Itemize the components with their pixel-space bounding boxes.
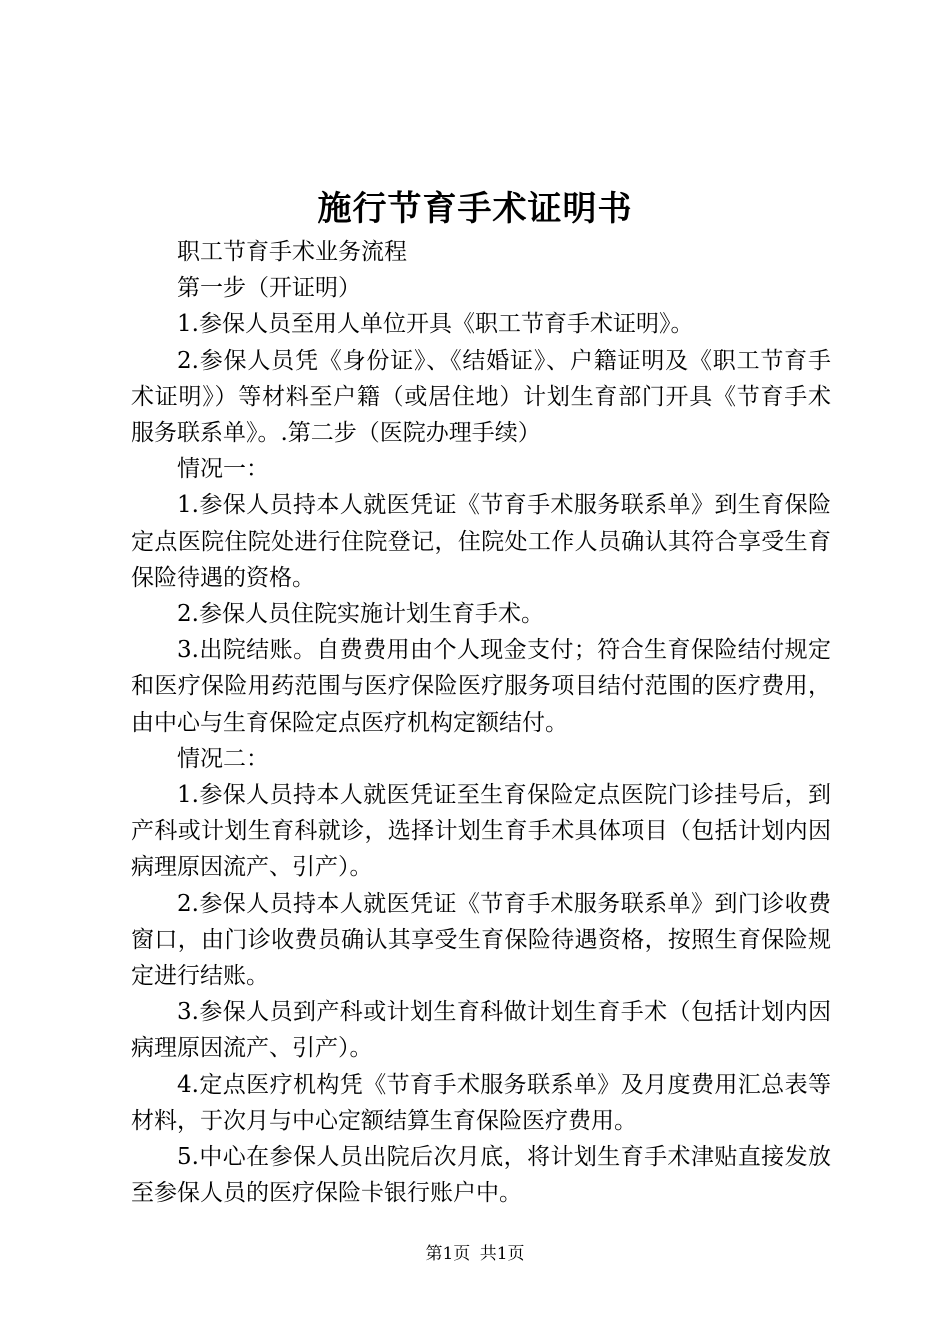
paragraph: 2.参保人员住院实施计划生育手术。 <box>177 601 544 628</box>
paragraph: 2.参保人员凭《身份证》、《结婚证》、户籍证明及《职工节育手术证明》）等材料至户籍（或居住地）计划生育部门开具《节育手术服务联系单》。.第二步（医院办理手续） <box>131 347 831 447</box>
paragraph: 1.参保人员持本人就医凭证至生育保险定点医院门诊挂号后，到产科或计划生育科就诊，选择计划生育手术具体项目（包括计划内因病理原因流产、引产）。 <box>131 782 831 881</box>
paragraph: 3.出院结账。自费费用由个人现金支付；符合生育保险结付规定和医疗保险用药范围与医疗保险医疗服务项目结付范围的医疗费用，由中心与生育保险定点医疗机构定额结付。 <box>131 637 831 736</box>
paragraph: 3.参保人员到产科或计划生育科做计划生育手术（包括计划内因病理原因流产、引产）。 <box>131 999 831 1062</box>
paragraph-case-two: 情况二： <box>177 745 269 772</box>
paragraph: 1.参保人员至用人单位开具《职工节育手术证明》。 <box>177 311 694 338</box>
page-total: 共1页 <box>479 1244 525 1264</box>
paragraph-step-one: 第一步（开证明） <box>177 275 361 302</box>
paragraph-case-one: 情况一： <box>177 456 269 483</box>
paragraph: 5.中心在参保人员出院后次月底，将计划生育手术津贴直接发放至参保人员的医疗保险卡银行账户中。 <box>131 1144 831 1207</box>
paragraph-heading: 职工节育手术业务流程 <box>177 239 407 265</box>
paragraph: 1.参保人员持本人就医凭证《节育手术服务联系单》到生育保险定点医院住院处进行住院登记，住院处工作人员确认其符合享受生育保险待遇的资格。 <box>131 492 831 591</box>
page-number: 第1页 <box>425 1244 471 1264</box>
document-title: 施行节育手术证明书 <box>317 189 633 229</box>
page-footer <box>0 1242 950 1266</box>
paragraph: 4.定点医疗机构凭《节育手术服务联系单》及月度费用汇总表等材料，于次月与中心定额结算生育保险医疗费用。 <box>131 1071 831 1134</box>
paragraph: 2.参保人员持本人就医凭证《节育手术服务联系单》到门诊收费窗口，由门诊收费员确认其享受生育保险待遇资格，按照生育保险规定进行结账。 <box>131 890 831 990</box>
document-body <box>131 234 831 1211</box>
